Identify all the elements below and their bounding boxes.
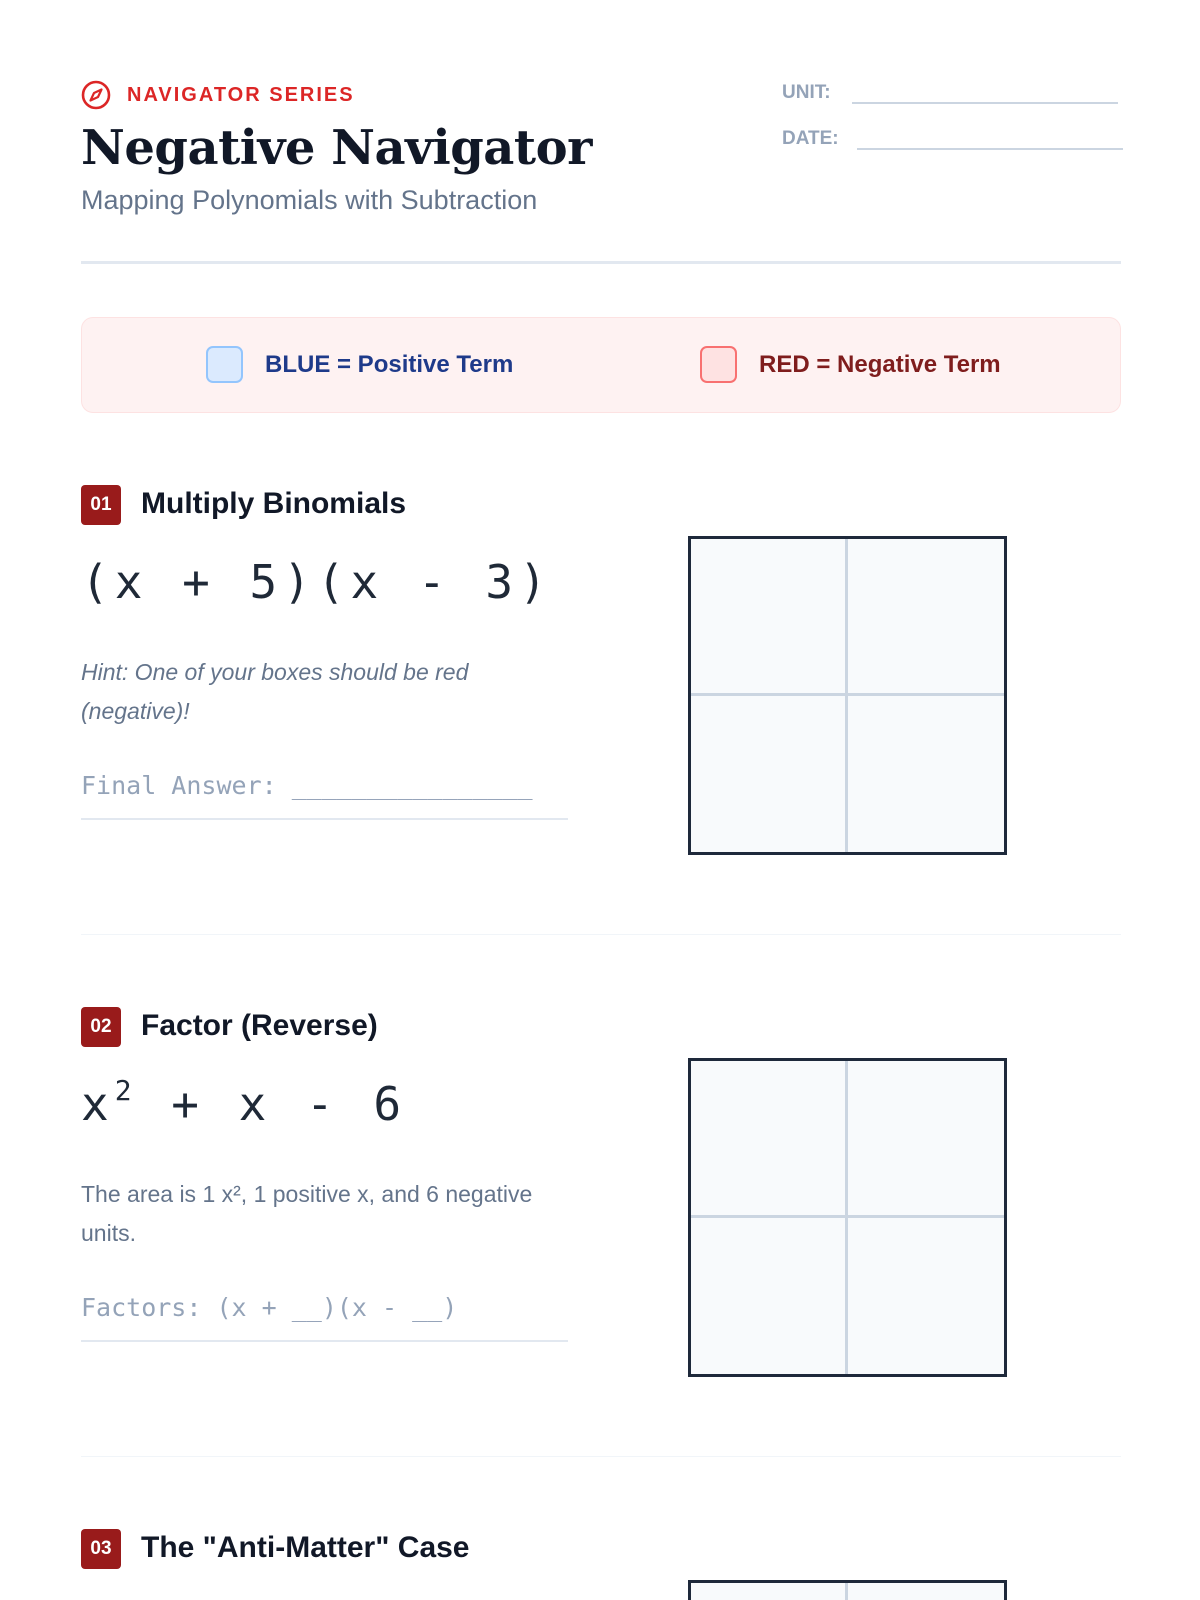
red-swatch: [700, 346, 737, 383]
date-input-line[interactable]: [857, 126, 1123, 150]
problem-expression: (x + 5)(x - 3): [81, 555, 553, 609]
series-label: NAVIGATOR SERIES: [127, 83, 355, 106]
color-legend: [81, 317, 1121, 413]
unit-input-line[interactable]: [852, 80, 1118, 104]
section-divider: [81, 1456, 1121, 1457]
page-subtitle: Mapping Polynomials with Subtraction: [81, 185, 538, 215]
problem-number-badge: 01: [81, 485, 121, 525]
area-model-grid[interactable]: [688, 536, 1007, 855]
unit-field: [782, 80, 1118, 104]
problem-1: [81, 485, 1121, 885]
factors-answer-field[interactable]: Factors: (x + __)(x - __): [81, 1293, 568, 1342]
problem-heading: The "Anti-Matter" Case: [141, 1531, 470, 1564]
problem-2: [81, 1007, 1121, 1407]
page-title: Negative Navigator: [81, 120, 592, 176]
problem-heading: Multiply Binomials: [141, 487, 407, 520]
blue-swatch: [206, 346, 243, 383]
problem-expression: [81, 1073, 408, 1131]
compass-icon: [81, 80, 111, 110]
problem-hint: Hint: One of your boxes should be red (negative)!: [81, 659, 469, 724]
date-label: DATE:: [782, 128, 839, 149]
legend-negative: [700, 346, 1001, 383]
date-field: [782, 126, 1123, 150]
header-divider: [81, 261, 1121, 264]
area-model-grid[interactable]: [688, 1580, 1007, 1600]
expression-base: x: [81, 1077, 115, 1131]
problem-3: [81, 1529, 1121, 1600]
grid-divider-horizontal: [691, 1215, 1004, 1218]
problem-number-badge: 03: [81, 1529, 121, 1569]
unit-label: UNIT:: [782, 82, 831, 103]
section-divider: [81, 934, 1121, 935]
grid-divider-horizontal: [691, 693, 1004, 696]
legend-positive: [206, 346, 513, 383]
grid-divider-vertical: [845, 1583, 848, 1600]
legend-negative-label: RED = Negative Term: [759, 350, 1001, 378]
problem-number-badge: 02: [81, 1007, 121, 1047]
expression-exponent: 2: [114, 1073, 138, 1107]
problem-hint: The area is 1 x², 1 positive x, and 6 negative units.: [81, 1181, 533, 1246]
series-header: [81, 80, 355, 110]
worksheet-page: [81, 0, 1121, 1600]
problem-heading: Factor (Reverse): [141, 1009, 378, 1042]
legend-positive-label: BLUE = Positive Term: [265, 350, 514, 378]
final-answer-field[interactable]: Final Answer: ________________: [81, 771, 568, 820]
area-model-grid[interactable]: [688, 1058, 1007, 1377]
expression-rest: + x - 6: [137, 1077, 408, 1131]
